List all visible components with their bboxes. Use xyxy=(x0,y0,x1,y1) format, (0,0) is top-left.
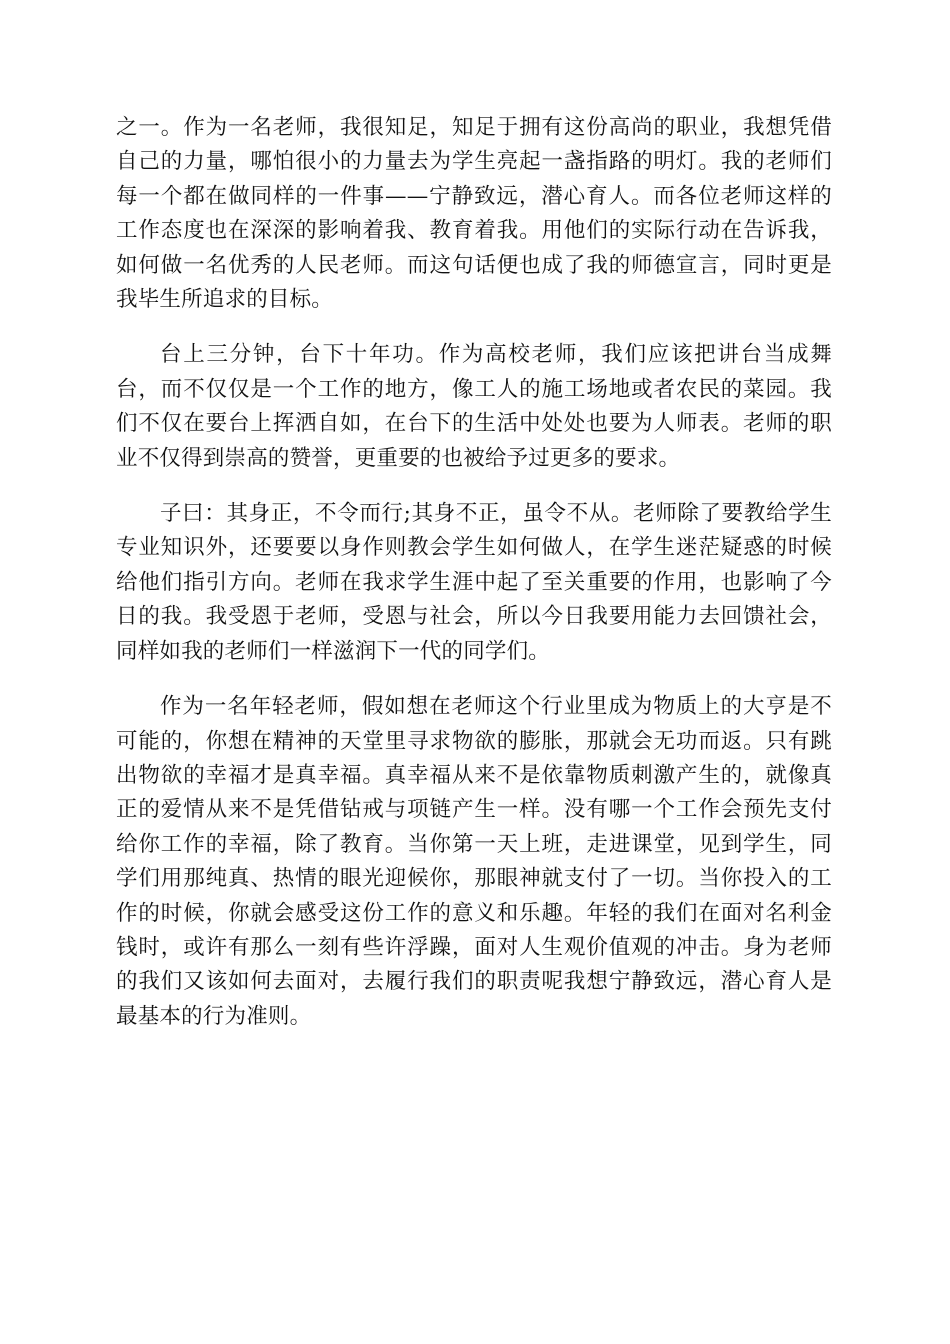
paragraph-1: 之一。作为一名老师，我很知足，知足于拥有这份高尚的职业，我想凭借自己的力量，哪怕很小的力量去为学生亮起一盏指路的明灯。我的老师们每一个都在做同样的一件事——宁静致远，潜心育人。而各位老师这样的工作态度也在深深的影响着我、教育着我。用他们的实际行动在告诉我，如何做一名优秀的人民老师。而这句话便也成了我的师德宣言，同时更是我毕生所追求的目标。 xyxy=(116,115,832,313)
paragraph-4: 作为一名年轻老师，假如想在老师这个行业里成为物质上的大亨是不可能的，你想在精神的天堂里寻求物欲的膨胀，那就会无功而返。只有跳出物欲的幸福才是真幸福。真幸福从来不是依靠物质刺激产生的，就像真正的爱情从来不是凭借钻戒与项链产生一样。没有哪一个工作会预先支付给你工作的幸福，除了教育。当你第一天上班，走进课堂，见到学生，同学们用那纯真、热情的眼光迎候你，那眼神就支付了一切。当你投入的工作的时候，你就会感受这份工作的意义和乐趣。年轻的我们在面对名利金钱时，或许有那么一刻有些许浮躁，面对人生观价值观的冲击。身为老师的我们又该如何去面对，去履行我们的职责呢我想宁静致远，潜心育人是最基本的行为准则。 xyxy=(116,694,832,1029)
paragraph-3: 子曰：其身正，不令而行;其身不正，虽令不从。老师除了要教给学生专业知识外，还要要以身作则教会学生如何做人，在学生迷茫疑惑的时候给他们指引方向。老师在我求学生涯中起了至关重要的作用，也影响了今日的我。我受恩于老师，受恩与社会，所以今日我要用能力去回馈社会，同样如我的老师们一样滋润下一代的同学们。 xyxy=(116,501,832,664)
paragraph-2: 台上三分钟，台下十年功。作为高校老师，我们应该把讲台当成舞台，而不仅仅是一个工作的地方，像工人的施工场地或者农民的菜园。我们不仅在要台上挥洒自如，在台下的生活中处处也要为人师表。老师的职业不仅得到崇高的赞誉，更重要的也被给予过更多的要求。 xyxy=(116,342,832,471)
